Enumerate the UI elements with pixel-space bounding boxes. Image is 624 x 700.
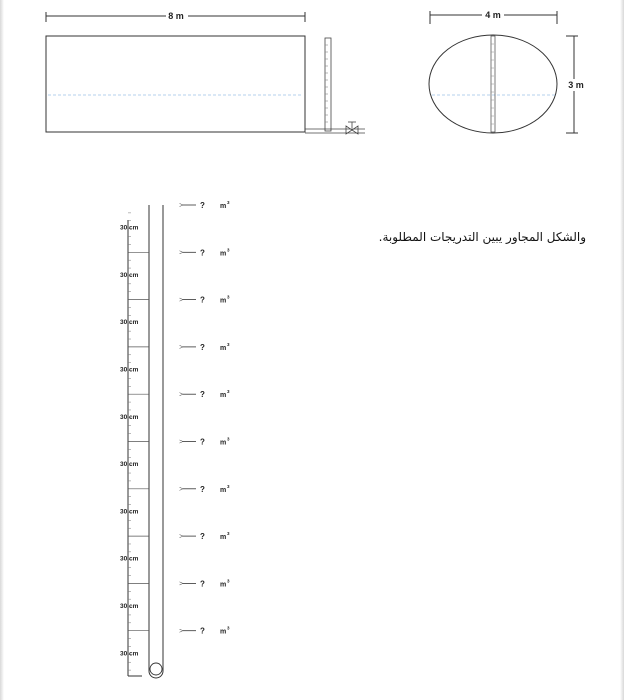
volume-question: ? (200, 390, 205, 400)
volume-question: ? (200, 248, 205, 258)
volume-question: ? (200, 532, 205, 542)
gauge-bulb (150, 663, 162, 675)
volume-unit: m (220, 344, 227, 352)
volume-question: ? (200, 295, 205, 305)
volume-unit: m (220, 439, 227, 447)
volume-exponent: 3 (227, 247, 230, 253)
volume-exponent: 3 (227, 341, 230, 347)
gauge-graduations (120, 200, 230, 670)
height-dimension (565, 36, 585, 133)
segment-label: 30 cm (120, 319, 139, 327)
volume-unit: m (220, 250, 227, 258)
volume-question: ? (200, 342, 205, 352)
volume-unit: m (220, 628, 227, 636)
length-label: 8 m (168, 11, 184, 21)
volume-exponent: 3 (227, 578, 230, 584)
volume-question: ? (200, 579, 205, 589)
segment-label: 30 cm (120, 555, 139, 563)
volume-exponent: 3 (227, 200, 230, 205)
segment-label: 30 cm (120, 413, 139, 421)
length-dimension (46, 9, 305, 22)
width-dimension (430, 8, 557, 24)
segment-label: 30 cm (120, 461, 139, 469)
volume-exponent: 3 (227, 294, 230, 300)
gauge-tube (149, 205, 163, 678)
volume-question: ? (200, 626, 205, 636)
volume-exponent: 3 (227, 483, 230, 489)
valve-icon (346, 122, 358, 134)
segment-label: 30 cm (120, 650, 139, 658)
volume-unit: m (220, 534, 227, 542)
width-label: 4 m (485, 10, 501, 20)
tank-side-view (46, 9, 365, 134)
volume-question: ? (200, 201, 205, 210)
segment-label: 30 cm (120, 602, 139, 610)
tank-body (46, 36, 305, 132)
segment-label: 30 cm (120, 224, 139, 232)
volume-unit: m (220, 203, 227, 210)
volume-exponent: 3 (227, 625, 230, 631)
volume-unit: m (220, 486, 227, 494)
height-label: 3 m (568, 80, 584, 90)
sight-glass (305, 38, 365, 133)
graduated-gauge (120, 200, 230, 678)
volume-exponent: 3 (227, 389, 230, 395)
volume-unit: m (220, 392, 227, 400)
volume-exponent: 3 (227, 436, 230, 442)
segment-label: 30 cm (120, 366, 139, 374)
description-text: والشكل المجاور يبين التدريجات المطلوبة. (378, 230, 586, 244)
volume-unit: m (220, 581, 227, 589)
volume-question: ? (200, 437, 205, 447)
segment-label: 30 cm (120, 508, 139, 516)
volume-unit: m (220, 297, 227, 305)
volume-question: ? (200, 484, 205, 494)
end-view-gauge (491, 36, 495, 132)
tank-end-view (429, 8, 585, 133)
volume-exponent: 3 (227, 531, 230, 537)
segment-label: 30 cm (120, 271, 139, 279)
